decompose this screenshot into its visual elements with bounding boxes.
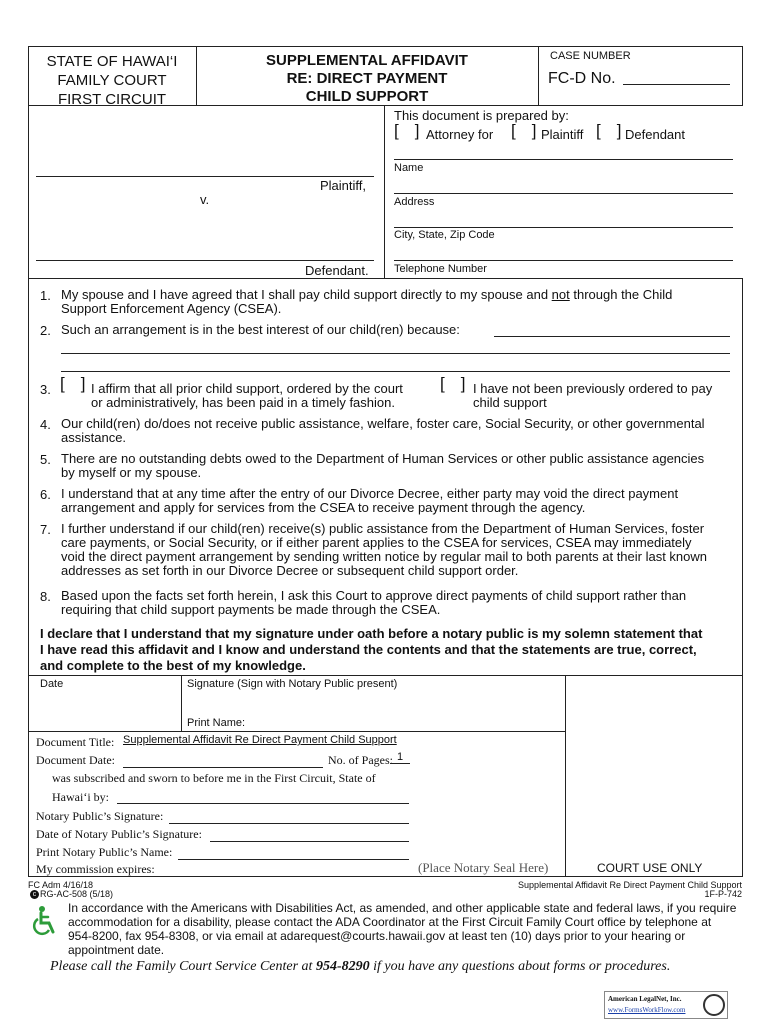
ada-line-2: accommodation for a disability, please contact the ADA Coordinator at the First Circuit Family Court office by telephone at [68, 915, 712, 929]
ada-notice [68, 901, 746, 957]
item-1-text [61, 288, 731, 316]
call-a: Please call the Family Court Service Center at [50, 959, 316, 974]
item-2-reason-line-2[interactable] [61, 339, 730, 354]
preparer-phone-field[interactable] [394, 246, 733, 261]
call-b: if you have any questions about forms or procedures. [369, 959, 671, 974]
sworn-line-2: Hawai‘i by: [52, 790, 109, 804]
sworn-line-1: was subscribed and sworn to before me in the First Circuit, State of [52, 771, 376, 785]
item-7-c: void the direct payment arrangement by sending written notice by regular mail to both parents at their last known [61, 549, 708, 564]
item-5-text [61, 452, 741, 480]
bracket-open: [ [511, 121, 516, 140]
doc-date-field[interactable] [123, 753, 323, 768]
court-use-right [742, 676, 743, 876]
court-name [28, 52, 196, 109]
attorney-checkbox[interactable] [394, 121, 419, 141]
notary-signature-field[interactable] [169, 809, 409, 824]
publisher-name: American LegalNet, Inc. [608, 995, 682, 1003]
ada-line-3: 954-8200, fax 954-8308, or via email at adarequest@courts.hawaii.gov at least ten (10) days prior to your hearing or [68, 929, 686, 943]
signature-label: Signature (Sign with Notary Public present) [187, 678, 398, 690]
commission-field[interactable] [158, 862, 409, 877]
sig-left-border [28, 676, 29, 732]
plaintiff-label: Plaintiff, [320, 178, 367, 193]
item-5-b: by myself or my spouse. [61, 465, 202, 480]
item-3-number: 3. [40, 382, 51, 397]
versus-label: v. [200, 192, 210, 207]
item-5-a: There are no outstanding debts owed to the Department of Human Services or other public assistance agencies [61, 451, 705, 466]
header-divider-2 [538, 46, 539, 106]
left-border [28, 106, 29, 278]
item-8-number: 8. [40, 589, 51, 604]
item-6-text [61, 487, 741, 515]
item-2-reason-line-3[interactable] [61, 357, 730, 372]
title-line-1: SUPPLEMENTAL AFFIDAVIT [266, 52, 468, 69]
item-8-a: Based upon the facts set forth herein, I ask this Court to approve direct payments of child support rather than [61, 588, 687, 603]
item-7-a: I further understand if our child(ren) receive(s) public assistance from the Department of Human Services, foster [61, 521, 705, 536]
item-1-c: Support Enforcement Agency (CSEA). [61, 301, 282, 316]
notary-print-name-field[interactable] [178, 845, 409, 860]
print-name-label: Print Name: [187, 717, 246, 729]
notary-print-name-label: Print Notary Public’s Name: [36, 845, 173, 859]
bracket-close: ] [531, 121, 537, 140]
declaration-line-3: and complete to the best of my knowledge. [40, 658, 306, 673]
ada-line-4: appointment date. [68, 943, 165, 957]
court-use-bottom [565, 876, 743, 877]
case-number-label: CASE NUMBER [550, 50, 631, 62]
court-use-label: COURT USE ONLY [597, 861, 703, 875]
date-label: Date [40, 678, 64, 690]
item-1-number: 1. [40, 288, 51, 303]
item-3b-text [473, 382, 712, 410]
declaration [40, 626, 742, 674]
notary-signature-label: Notary Public’s Signature: [36, 809, 164, 823]
bracket-open: [ [60, 374, 65, 393]
title-line-2: RE: DIRECT PAYMENT [286, 70, 448, 87]
plaintiff-checkbox[interactable] [511, 121, 536, 141]
document-title [196, 52, 538, 106]
item-1-a: My spouse and I have agreed that I shall pay child support directly to my spouse and [61, 287, 552, 302]
item-3b-line-2: child support [473, 395, 547, 410]
court-state: STATE OF HAWAI‘I [46, 53, 178, 70]
bracket-open: [ [394, 121, 399, 140]
case-number-field[interactable] [623, 70, 730, 85]
preparer-city-field[interactable] [394, 213, 733, 228]
defendant-label: Defendant. [305, 263, 369, 278]
item-4-text [61, 417, 741, 445]
item-3a-line-1: I affirm that all prior child support, ordered by the court [91, 381, 403, 396]
defendant-name-field[interactable] [36, 246, 374, 261]
form-number-a: FC Adm 4/16/18 [28, 880, 94, 890]
title-line-3: CHILD SUPPORT [305, 88, 429, 105]
notary-sig-date-field[interactable] [210, 827, 409, 842]
item-2-reason-line-1[interactable] [494, 322, 730, 337]
pages-label: No. of Pages: [328, 753, 393, 767]
publisher-url[interactable]: www.FormsWorkFlow.com [608, 1006, 686, 1014]
sig-right-border [565, 676, 566, 732]
pages-value: 1 [390, 751, 410, 764]
court-circuit: FIRST CIRCUIT [57, 91, 167, 108]
name-label: Name [394, 162, 424, 174]
fcd-label: FC-D No. [548, 70, 616, 87]
phone-label: Telephone Number [394, 263, 487, 275]
footer-form-code: 1F-P-742 [704, 889, 742, 899]
bracket-close: ] [460, 374, 466, 393]
item-3b-line-1: I have not been previously ordered to pay [473, 381, 713, 396]
address-label: Address [394, 196, 435, 208]
item-6-a: I understand that at any time after the entry of our Divorce Decree, either party may void the direct payment [61, 486, 679, 501]
seal-placeholder: (Place Notary Seal Here) [418, 860, 549, 875]
item-4-a: Our child(ren) do/does not receive public assistance, welfare, foster care, Social Security, or other governmental [61, 416, 705, 431]
item-8-text [61, 589, 741, 617]
bracket-open: [ [596, 121, 601, 140]
doc-title-label: Document Title: [36, 735, 115, 749]
item-3a-text [91, 382, 403, 410]
item-3b-checkbox[interactable] [440, 374, 465, 394]
item-5-number: 5. [40, 452, 51, 467]
item-8-b: requiring that child support payments be made through the CSEA. [61, 602, 441, 617]
doc-date-label: Document Date: [36, 753, 115, 767]
ada-line-1: In accordance with the Americans with Disabilities Act, as amended, and other applicable state and federal laws, if you require [68, 901, 737, 915]
commission-label: My commission expires: [36, 862, 155, 876]
item-2-text: Such an arrangement is in the best interest of our child(ren) because: [61, 322, 460, 337]
defendant-option-label: Defendant [625, 127, 685, 142]
item-4-b: assistance. [61, 430, 127, 445]
item-4-number: 4. [40, 417, 51, 432]
city-label: City, State, Zip Code [394, 229, 495, 241]
plaintiff-option-label: Plaintiff [541, 127, 584, 142]
bracket-close: ] [616, 121, 622, 140]
item-7-d: addresses as set forth in our Divorce Decree or subsequent child support order. [61, 563, 519, 578]
declaration-line-2: I have read this affidavit and I know and understand the contents and that the statements are true, correct, [40, 642, 697, 657]
court-family: FAMILY COURT [57, 72, 167, 89]
notary-sig-date-label: Date of Notary Public’s Signature: [36, 827, 202, 841]
form-number-b: RG-AC-508 (5/18) [40, 889, 114, 899]
bracket-close: ] [80, 374, 86, 393]
plaintiff-name-field[interactable] [36, 162, 374, 177]
defendant-checkbox[interactable] [596, 121, 621, 141]
item-3a-checkbox[interactable] [60, 374, 85, 394]
item-1-b: through the Child [569, 287, 673, 302]
publisher-logo-icon [703, 994, 725, 1016]
bracket-open: [ [440, 374, 445, 393]
accessibility-icon [29, 905, 59, 937]
item-6-b: arrangement and apply for services from the CSEA to receive payment through the agency. [61, 500, 586, 515]
footer-form-title: Supplemental Affidavit Re Direct Payment Child Support [518, 880, 742, 890]
declaration-line-1: I declare that I understand that my signature under oath before a notary public is my solemn statement that [40, 626, 703, 641]
item-1-not: not [551, 287, 570, 302]
preparer-heading: This document is prepared by: [394, 108, 569, 123]
item-7-b: care payments, or Social Security, or if either parent applies to the CSEA for services, CSEA may immediately [61, 535, 692, 550]
item-7-text [61, 522, 741, 578]
copyright-icon: c [30, 890, 39, 899]
item-6-number: 6. [40, 487, 51, 502]
item-3a-line-2: or administratively, has been paid in a timely fashion. [91, 395, 395, 410]
service-center-note [50, 959, 670, 975]
sworn-by-field[interactable] [117, 789, 409, 804]
item-2-number: 2. [40, 323, 51, 338]
call-number: 954-8290 [315, 959, 370, 974]
preparer-name-field[interactable] [394, 145, 733, 160]
middle-border [384, 106, 385, 278]
sig-divider [181, 676, 182, 732]
attorney-for-label: Attorney for [426, 127, 494, 142]
preparer-address-field[interactable] [394, 179, 733, 194]
item-7-number: 7. [40, 522, 51, 537]
bracket-close: ] [414, 121, 420, 140]
doc-title-value: Supplemental Affidavit Re Direct Payment Child Support [123, 734, 397, 746]
